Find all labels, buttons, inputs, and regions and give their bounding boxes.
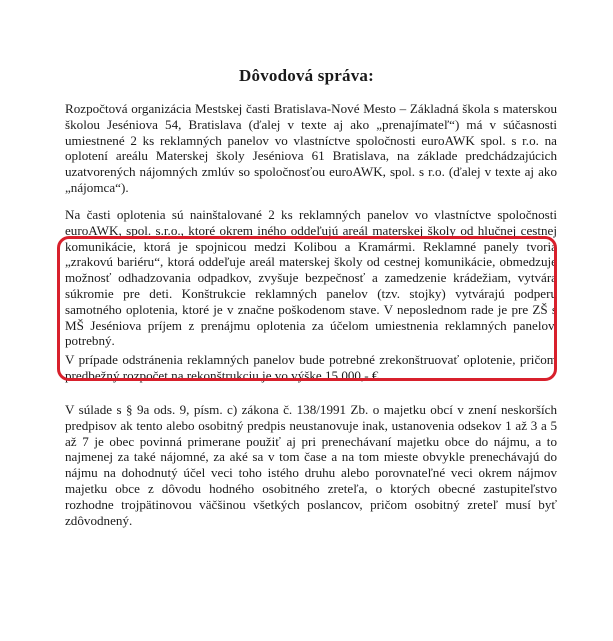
paragraph-reconstruction: V prípade odstránenia reklamných panelov bude potrebné zrekonštruovať oplotenie, pričom predbežný rozpočet na rekonštrukciu je vo výške 15.000,- €. [65,352,557,383]
paragraph-intro: Rozpočtová organizácia Mestskej časti Bratislava-Nové Mesto – Základná škola s materskou školou Jeséniova 54, Bratislava (ďalej v texte aj ako „prenajímateľ“) má v súčasnosti umiestnené 2 ks reklamných panelov vo vlastníctve spoločnosti euroAWK spol. s r.o. na oplotení areálu Materskej školy Jeséniova 61 Bratislava, na základe predchádzajúcich uzatvorených nájomných zmlúv so spoločnosťou euroAWK, spol. s r.o. (ďalej v texte aj ako „nájomca“). [65,101,557,195]
document-title: Dôvodová správa: [239,66,374,85]
paragraph-legal: V súlade s § 9a ods. 9, písm. c) zákona č. 138/1991 Zb. o majetku obcí v znení neskorších predpisov ak tento alebo osobitný predpis neustanovuje inak, ustanovenia odsekov 1 až 3 a 5 až 7 je obec povinná primerane použiť aj pri prenechávaní majetku obce do nájmu, a to najmenej za také nájomné, za aké sa v tom čase a na tom mieste obvykle prenechávajú do nájmu na dohodnutý účel veci toho istého druhu alebo porovnateľné veci okrem nájmov majetku obce z dôvodu hodného osobitného zreteľa, o ktorých obecné zastupiteľstvo rozhodne trojpätinovou väčšinou všetkých poslancov, pričom osobitný zreteľ musí byť zdôvodnený. [65,402,557,528]
paragraph-panels: Na časti oplotenia sú nainštalované 2 ks reklamných panelov vo vlastníctve spoločnosti euroAWK, spol. s.r.o., ktoré okrem iného oddeľujú areál materskej školy od hlučnej cestnej komunikácie, ktorá je spojnicou medzi Kolibou a Kramármi. Reklamné panely tvoria „zrakovú bariéru“, ktorá oddeľuje areál materskej školy od cestnej komunikácie, obmedzuje možnosť odhadzovania odpadkov, zvyšuje bezpečnosť a zamedzenie krádežiam, vytvára súkromie pre deti. Konštrukcie reklamných panelov (tzv. stojky) vytvárajú podperu samotného oplotenia, ktoré je v značne poškodenom stave. V neposlednom rade je pre ZŠ s MŠ Jeséniova príjem z prenájmu oplotenia za účelom umiestnenia reklamných panelov, potrebný. [65,207,557,349]
